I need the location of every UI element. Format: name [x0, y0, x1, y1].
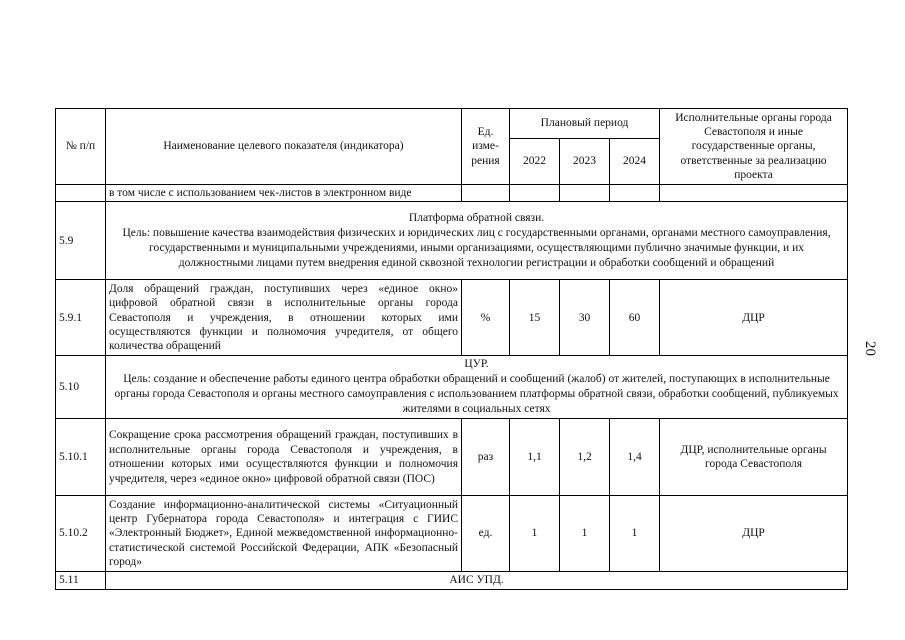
value-2022: 1,1	[510, 419, 560, 496]
row-num: 5.11	[56, 572, 106, 589]
unit: раз	[462, 419, 510, 496]
table-row-5-9-1	[56, 280, 848, 356]
value-2023: 1	[560, 496, 610, 572]
header-exec: Исполнительные органы города Севастополя и иные государственные органы, ответственные за реализацию проекта	[660, 109, 848, 185]
header-year-2024: 2024	[610, 139, 660, 185]
table-row-continuation	[56, 185, 848, 202]
indicator-name: Сокращение срока рассмотрения обращений граждан, поступивших в исполнительные органы города Севастополя и учреждения, в отношении которых ими осуществляются функции и полномочия учредителя, через «единое окно» цифровой обратной связи (ПОС)	[106, 419, 462, 496]
section-cell	[106, 356, 848, 419]
section-title: Платформа обратной связи.	[408, 212, 545, 224]
value-2023: 1,2	[560, 419, 610, 496]
table-row-5-10-2	[56, 496, 848, 572]
header-period: Плановый период	[510, 109, 660, 139]
unit: ед.	[462, 496, 510, 572]
table-row-5-10-1	[56, 419, 848, 496]
header-num: № п/п	[56, 109, 106, 185]
header-year-2022: 2022	[510, 139, 560, 185]
section-text: Цель: повышение качества взаимодействия физических и юридических лиц с государственными органами, органами местного самоуправления, государственными и муниципальными учреждениями, иными организациями, осуществляющими публично значимые функции, и их должностными лицами путем внедрения единой сквозной технологии регистрации и обработки сообщений и обращений	[122, 226, 831, 269]
header-name: Наименование целевого показателя (индикатора)	[106, 109, 462, 185]
continuation-text: в том числе с использованием чек-листов в электронном виде	[106, 185, 462, 202]
row-num: 5.9.1	[56, 280, 106, 356]
section-text: Цель: создание и обеспечение работы единого центра обработки обращений и сообщений (жалоб) от жителей, поступающих в исполнительные органы города Севастополя и органы местного самоуправления с использованием платформы обратной связи, обработки сообщений, публикуемых жителями в социальных сетях	[114, 373, 839, 416]
page-number: 20	[862, 341, 878, 356]
value-2022: 1	[510, 496, 560, 572]
section-cell	[106, 202, 848, 280]
unit: %	[462, 280, 510, 356]
row-num: 5.10.1	[56, 419, 106, 496]
section-title: АИС УПД.	[106, 572, 848, 589]
row-num: 5.10	[56, 356, 106, 419]
indicator-name: Создание информационно-аналитической системы «Ситуационный центр Губернатора города Севастополя» и интеграция с ГИИС «Электронный Бюджет», Единой межведомственной информационно-статистической системой Российской Федерации, АПК «Безопасный город»	[106, 496, 462, 572]
header-unit: Ед. изме-рения	[462, 109, 510, 185]
value-2022: 15	[510, 280, 560, 356]
value-2024: 60	[610, 280, 660, 356]
header-year-2023: 2023	[560, 139, 610, 185]
executor: ДЦР	[660, 280, 848, 356]
row-num: 5.10.2	[56, 496, 106, 572]
table-row-5-10	[56, 356, 848, 419]
table-row-5-9	[56, 202, 848, 280]
executor: ДЦР	[660, 496, 848, 572]
executor: ДЦР, исполнительные органы города Севастополя	[660, 419, 848, 496]
indicator-name: Доля обращений граждан, поступивших через «единое окно» цифровой обратной связи в исполнительные органы города Севастополя и учреждения, в отношении которых ими осуществляются функции и полномочия учредителя, от общего количества обращений	[106, 280, 462, 356]
row-num: 5.9	[56, 202, 106, 280]
section-title: ЦУР.	[464, 358, 489, 371]
value-2024: 1	[610, 496, 660, 572]
value-2023: 30	[560, 280, 610, 356]
value-2024: 1,4	[610, 419, 660, 496]
indicators-table	[55, 108, 848, 590]
table-row-5-11	[56, 572, 848, 589]
